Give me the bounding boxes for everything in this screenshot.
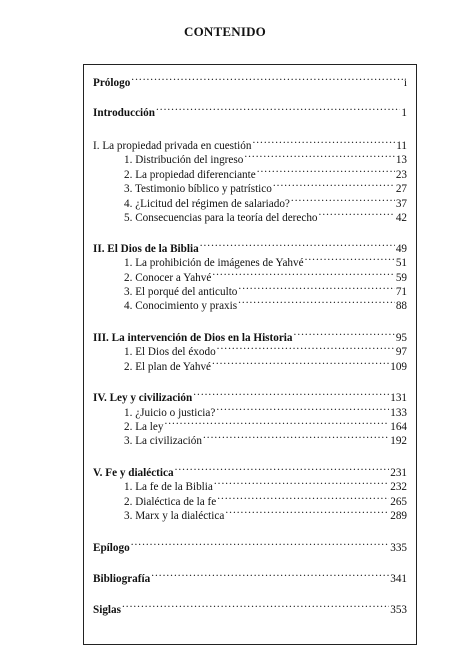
toc-entry-title: 1. ¿Juicio o justicia? bbox=[124, 407, 216, 419]
dot-leader bbox=[217, 341, 395, 355]
toc-entry-title: IV. Ley y civilización bbox=[93, 392, 193, 404]
toc-entry bbox=[124, 193, 407, 210]
toc-entry-title: 4. Conocimiento y praxis bbox=[124, 300, 238, 312]
toc-entry-title: 1. Distribución del ingreso bbox=[124, 154, 244, 166]
toc-entry-page-number: 341 bbox=[390, 573, 407, 585]
toc-entry-title: 1. La prohibición de imágenes de Yahvé bbox=[124, 257, 304, 269]
toc-entry-page-number: 131 bbox=[390, 392, 407, 404]
toc-entry-page-number: 11 bbox=[396, 140, 407, 152]
toc-entry bbox=[93, 599, 407, 616]
dot-leader bbox=[291, 193, 395, 207]
toc-entry bbox=[124, 267, 407, 284]
dot-leader bbox=[294, 327, 395, 341]
dot-leader bbox=[193, 387, 389, 401]
toc-entry-page-number: 13 bbox=[395, 154, 407, 166]
toc-entry-page-number: 232 bbox=[390, 481, 407, 493]
toc-entry-page-number: 95 bbox=[395, 332, 407, 344]
dot-leader bbox=[175, 462, 390, 476]
toc-entry-page-number: 164 bbox=[390, 421, 407, 433]
toc-entry-title: Siglas bbox=[93, 604, 121, 616]
toc-entry-title: 2. Dialéctica de la fe bbox=[124, 496, 217, 508]
toc-entry-page-number: 37 bbox=[395, 198, 407, 210]
toc-entry-page-number: 27 bbox=[395, 183, 407, 195]
toc-entry bbox=[124, 505, 407, 522]
toc-entry-page-number: 23 bbox=[395, 169, 407, 181]
dot-leader bbox=[212, 356, 389, 370]
dot-leader bbox=[151, 568, 389, 582]
toc-entry bbox=[124, 402, 407, 419]
toc-entry-page-number: 353 bbox=[390, 604, 407, 616]
toc-entry-title: 1. El Dios del éxodo bbox=[124, 346, 216, 358]
dot-leader bbox=[131, 537, 390, 551]
toc-entry bbox=[124, 476, 407, 493]
toc-entry-title: 3. La civilización bbox=[124, 435, 202, 447]
toc-entry-title: Bibliografía bbox=[93, 573, 151, 585]
toc-entry-page-number: 97 bbox=[395, 346, 407, 358]
toc-entry bbox=[124, 341, 407, 358]
toc-entry bbox=[124, 295, 407, 312]
toc-entry-page-number: 265 bbox=[390, 496, 407, 508]
toc-entry-page-number: 1 bbox=[401, 107, 407, 119]
dot-leader bbox=[131, 72, 403, 86]
dot-leader bbox=[156, 102, 400, 116]
toc-entry bbox=[124, 178, 407, 195]
toc-entry-page-number: 71 bbox=[395, 286, 407, 298]
dot-leader bbox=[238, 281, 394, 295]
toc-entry bbox=[124, 207, 407, 224]
toc-entry bbox=[93, 462, 407, 479]
toc-entry bbox=[124, 491, 407, 508]
dot-leader bbox=[212, 267, 395, 281]
toc-entry bbox=[124, 281, 407, 298]
toc-entry-title: V. Fe y dialéctica bbox=[93, 467, 174, 479]
toc-entry-title: III. La intervención de Dios en la Historia bbox=[93, 332, 293, 344]
dot-leader bbox=[214, 476, 389, 490]
toc-entry bbox=[93, 568, 407, 585]
toc-entry bbox=[93, 72, 407, 89]
toc-entry bbox=[93, 135, 407, 152]
toc-entry bbox=[93, 387, 407, 404]
toc-entry-page-number: 335 bbox=[390, 542, 407, 554]
toc-entry bbox=[124, 430, 407, 447]
toc-entry-title: 1. La fe de la Biblia bbox=[124, 481, 213, 493]
dot-leader bbox=[257, 164, 395, 178]
dot-leader bbox=[122, 599, 389, 613]
dot-leader bbox=[200, 238, 395, 252]
dot-leader bbox=[319, 207, 395, 221]
dot-leader bbox=[244, 149, 394, 163]
toc-entry-title: 2. La ley bbox=[124, 421, 164, 433]
toc-entry-page-number: 231 bbox=[390, 467, 407, 479]
dot-leader bbox=[305, 252, 395, 266]
dot-leader bbox=[217, 491, 389, 505]
toc-entry-page-number: 133 bbox=[390, 407, 407, 419]
toc-entry-page-number: 59 bbox=[395, 272, 407, 284]
toc-entry bbox=[124, 252, 407, 269]
dot-leader bbox=[273, 178, 395, 192]
dot-leader bbox=[238, 295, 395, 309]
toc-entry-title: 4. ¿Licitud del régimen de salariado? bbox=[124, 198, 290, 210]
toc-entry-page-number: 49 bbox=[395, 243, 407, 255]
toc-entry-title: II. El Dios de la Biblia bbox=[93, 243, 199, 255]
toc-entry-title: 3. Testimonio bíblico y patrístico bbox=[124, 183, 272, 195]
toc-entry-page-number: 42 bbox=[395, 212, 407, 224]
toc-entry-title: 2. El plan de Yahvé bbox=[124, 361, 212, 373]
page-title: CONTENIDO bbox=[184, 24, 266, 39]
toc-entry-title: Epílogo bbox=[93, 542, 130, 554]
toc-entry-title: Introducción bbox=[93, 107, 155, 119]
toc-entry bbox=[93, 238, 407, 255]
toc-entry-title: 3. El porqué del anticulto bbox=[124, 286, 238, 298]
toc-entry bbox=[124, 149, 407, 166]
toc-entry-page-number: i bbox=[403, 77, 407, 89]
toc-entry bbox=[124, 416, 407, 433]
toc-entry bbox=[124, 164, 407, 181]
toc-entry-title: 2. Conocer a Yahvé bbox=[124, 272, 212, 284]
dot-leader bbox=[164, 416, 389, 430]
toc-entry-title: Prólogo bbox=[93, 77, 131, 89]
toc-entry-title: 2. La propiedad diferenciante bbox=[124, 169, 256, 181]
toc-entry-page-number: 192 bbox=[390, 435, 407, 447]
toc-entry-page-number: 51 bbox=[395, 257, 407, 269]
toc-entry bbox=[93, 102, 407, 119]
toc-entry bbox=[93, 327, 407, 344]
toc-entry-page-number: 109 bbox=[390, 361, 407, 373]
toc-entry-page-number: 289 bbox=[390, 510, 407, 522]
toc-entry-title: I. La propiedad privada en cuestión bbox=[93, 140, 252, 152]
toc-entry-page-number: 88 bbox=[395, 300, 407, 312]
dot-leader bbox=[225, 505, 389, 519]
dot-leader bbox=[252, 135, 395, 149]
toc-entry bbox=[124, 356, 407, 373]
toc-entry bbox=[93, 537, 407, 554]
toc-entry-title: 3. Marx y la dialéctica bbox=[124, 510, 225, 522]
dot-leader bbox=[203, 430, 389, 444]
toc-entry-title: 5. Consecuencias para la teoría del derecho bbox=[124, 212, 318, 224]
dot-leader bbox=[216, 402, 389, 416]
